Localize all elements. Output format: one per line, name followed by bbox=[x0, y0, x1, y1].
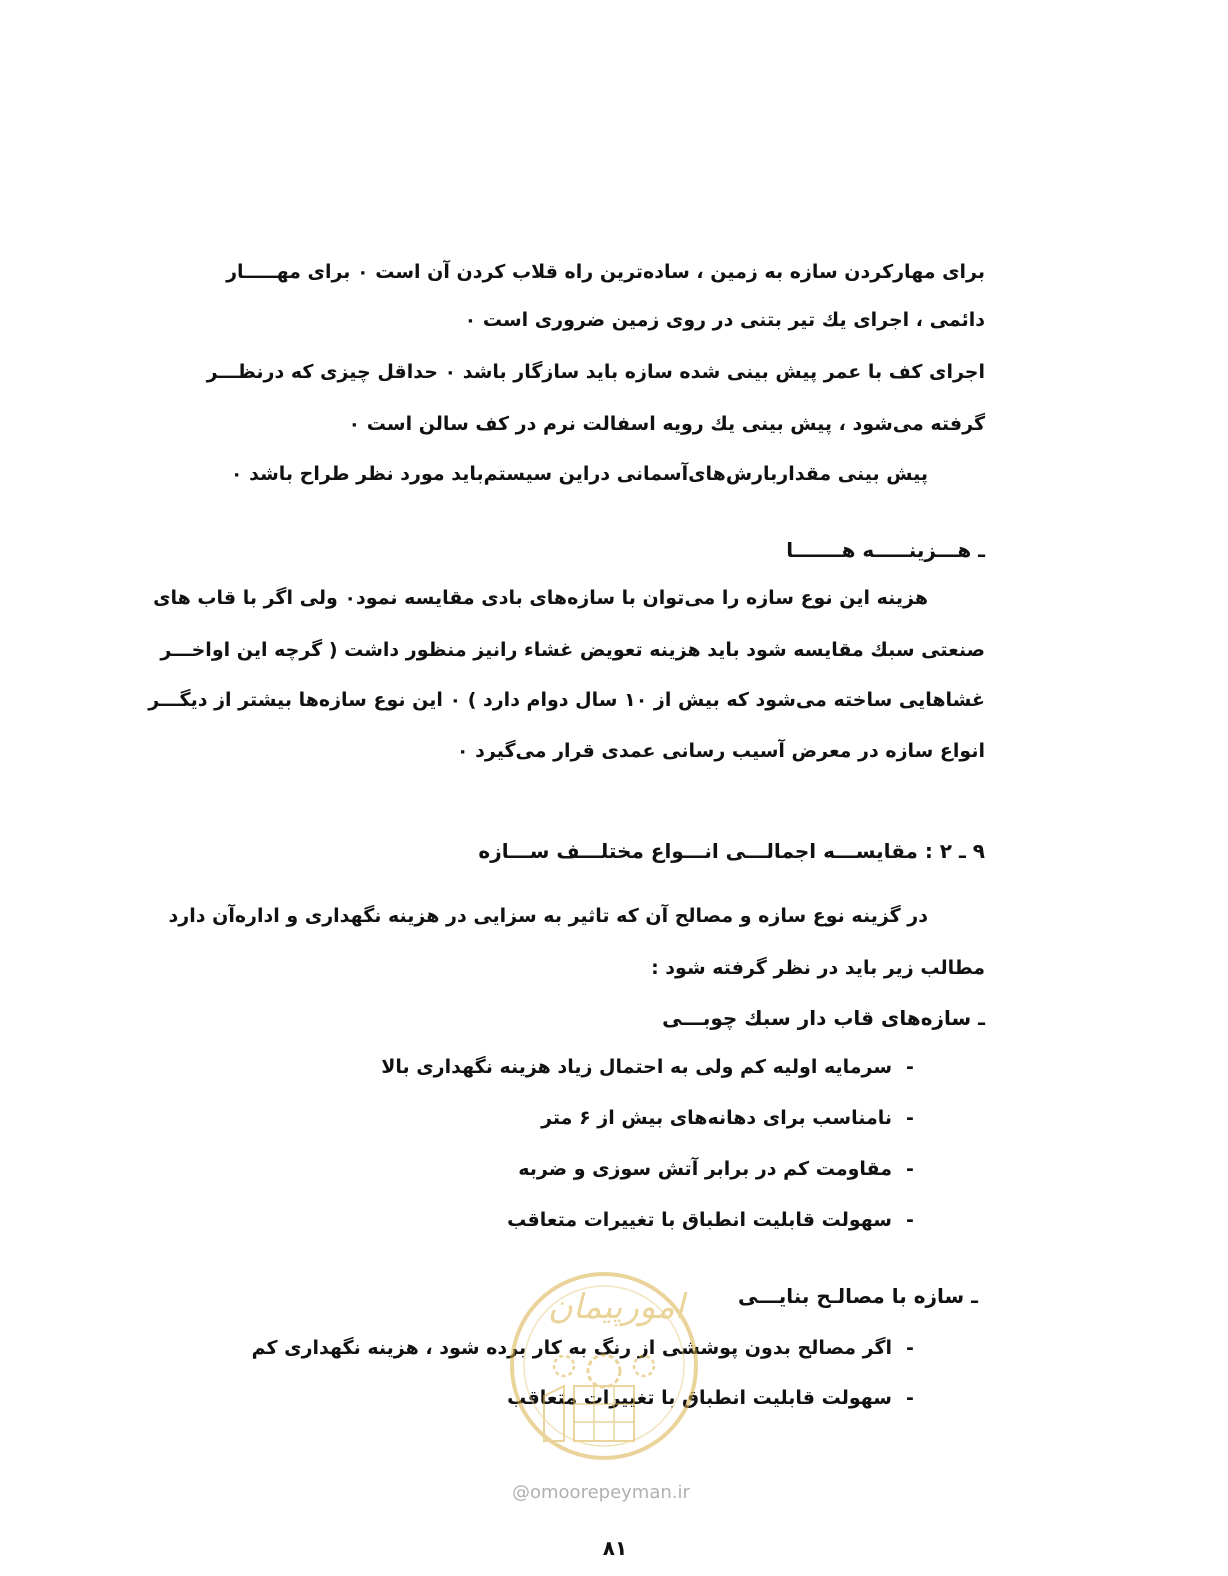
bullet-dash: - bbox=[906, 1158, 914, 1180]
costs-heading: ـ هـــزینـــــه هـــــــا bbox=[786, 538, 985, 562]
bullet-dash: - bbox=[906, 1056, 914, 1078]
paragraph-4-line-1: هزینه این نوع سازه را می‌توان با سازه‌های بادی مقایسه نمود۰ ولی اگر با قاب های bbox=[153, 587, 928, 609]
paragraph-2-line-2: گرفته می‌شود ، پیش بینی یك رویه اسفالت نرم در کف سالن است ۰ bbox=[348, 413, 985, 435]
bullet-dash: - bbox=[906, 1209, 914, 1231]
masonry-item-1: اگر مصالح بدون پوششی از رنگ به کار برده شود ، هزینه نگهداری کم bbox=[251, 1337, 892, 1359]
wood-item-1: سرمایه اولیه کم ولی به احتمال زیاد هزینه نگهداری بالا bbox=[381, 1056, 892, 1078]
page-number: ۸۱ bbox=[602, 1536, 628, 1560]
paragraph-2-line-1: اجرای کف با عمر پیش بینی شده سازه باید سازگار باشد ۰ حداقل چیزی که درنظـــر bbox=[206, 361, 985, 383]
wood-frame-heading: ـ سازه‌های قاب دار سبك چوبـــی bbox=[662, 1006, 985, 1030]
paragraph-5-line-2: مطالب زیر باید در نظر گرفته شود : bbox=[651, 957, 985, 979]
paragraph-4-line-3: غشاهایی ساخته می‌شود که بیش از ۱۰ سال دوام دارد ) ۰ این نوع سازه‌ها بیشتر از دیگـــر bbox=[148, 689, 985, 711]
wood-item-4: سهولت قابلیت انطباق با تغییرات متعاقب bbox=[507, 1209, 892, 1231]
watermark-url: @omoorepeyman.ir bbox=[512, 1482, 690, 1503]
section-heading: ۹ ـ ۲ : مقایســـه اجمالـــی انـــواع مختلـــف ســـازه bbox=[478, 839, 985, 863]
paragraph-1-line-1: برای مهارکردن سازه به زمین ، ساده‌ترین راه قلاب کردن آن است ۰ برای مهـــــار bbox=[226, 261, 985, 283]
wood-item-3: مقاومت کم در برابر آتش سوزی و ضربه bbox=[518, 1158, 892, 1180]
paragraph-1-line-2: دائمی ، اجرای یك تیر بتنی در روی زمین ضروری است ۰ bbox=[464, 309, 985, 331]
bullet-dash: - bbox=[906, 1387, 914, 1409]
watermark-logo bbox=[504, 1266, 704, 1466]
bullet-dash: - bbox=[906, 1107, 914, 1129]
masonry-heading: ـ سازه با مصالـح بنایـــی bbox=[738, 1284, 978, 1308]
paragraph-4-line-4: انواع سازه در معرض آسیب رسانی عمدی قرار می‌گیرد ۰ bbox=[456, 740, 985, 762]
wood-item-2: نامناسب برای دهانه‌های بیش از ۶ متر bbox=[541, 1107, 892, 1129]
watermark-brand-text: امورپیمان bbox=[547, 1287, 685, 1327]
paragraph-4-line-2: صنعتی سبك مقایسه شود باید هزینه تعویض غشاء رانیز منظور داشت ( گرچه این اواخـــر bbox=[160, 639, 985, 661]
paragraph-3-line-1: پیش بینی مقداربارش‌های‌آسمانی دراین سیستم‌باید مورد نظر طراح باشد ۰ bbox=[230, 463, 928, 485]
masonry-item-2: سهولت قابلیت انطباق با تغییرات متعاقب bbox=[507, 1387, 892, 1409]
bullet-dash: - bbox=[906, 1337, 914, 1359]
paragraph-5-line-1: در گزینه نوع سازه و مصالح آن که تاثیر به سزایی در هزینه نگهداری و اداره‌آن دارد bbox=[168, 905, 928, 927]
